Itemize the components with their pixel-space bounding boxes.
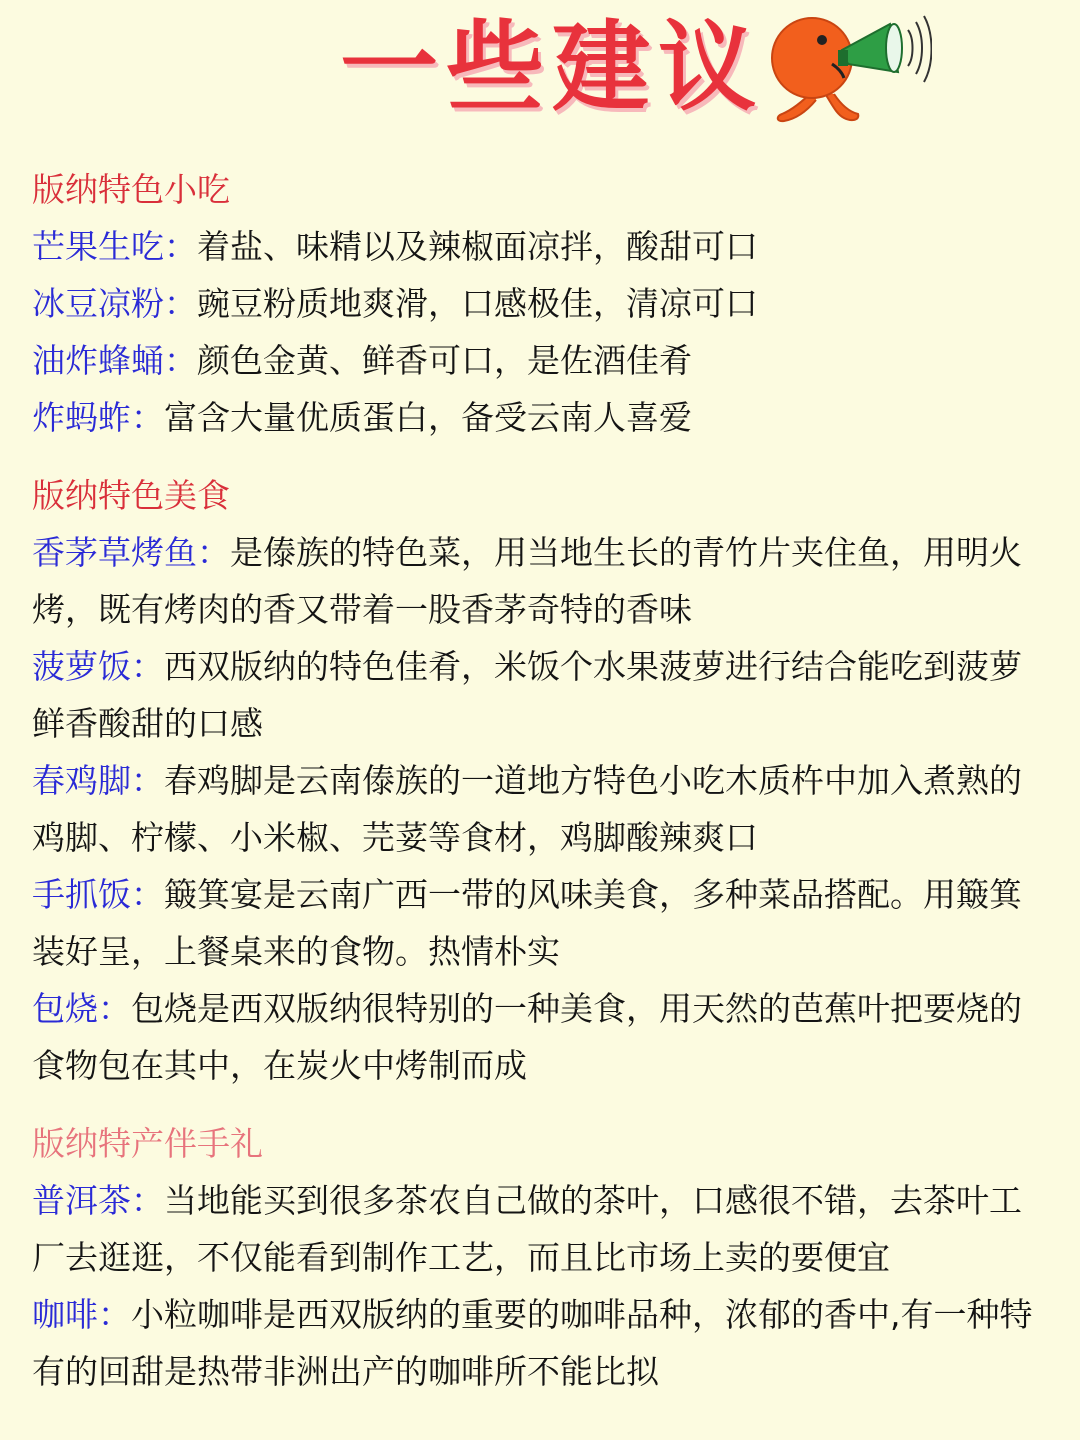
item-description: 富含大量优质蛋白，备受云南人喜爱: [164, 398, 692, 437]
item-description: 簸箕宴是云南广西一带的风味美食，多种菜品搭配。用簸箕装好呈，上餐桌来的食物。热情朴实: [32, 875, 1022, 971]
item-label: 咖啡：: [32, 1295, 131, 1334]
section-title: 版纳特产伴手礼: [32, 1124, 263, 1163]
item-description: 包烧是西双版纳很特别的一种美食，用天然的芭蕉叶把要烧的食物包在其中，在炭火中烤制而成: [32, 989, 1022, 1085]
list-item: [32, 524, 1052, 638]
megaphone-mascot-icon: [762, 2, 932, 130]
item-description: 着盐、味精以及辣椒面凉拌，酸甜可口: [197, 227, 758, 266]
item-label: 炸蚂蚱：: [32, 398, 164, 437]
item-description: 当地能买到很多茶农自己做的茶叶，口感很不错，去茶叶工厂去逛逛，不仅能看到制作工艺，而且比市场上卖的要便宜: [32, 1181, 1022, 1277]
list-item: [32, 218, 1052, 275]
item-label: 手抓饭：: [32, 875, 164, 914]
item-label: 冰豆凉粉：: [32, 284, 197, 323]
section-snacks: [32, 162, 1052, 446]
list-item: [32, 275, 1052, 332]
list-item: [32, 332, 1052, 389]
content: [32, 162, 1052, 1422]
section-souvenirs: [32, 1116, 1052, 1400]
item-description: 颜色金黄、鲜香可口，是佐酒佳肴: [197, 341, 692, 380]
list-item: [32, 1172, 1052, 1286]
item-label: 油炸蜂蛹：: [32, 341, 197, 380]
item-label: 普洱茶：: [32, 1181, 164, 1220]
list-item: [32, 389, 1052, 446]
item-description: 是傣族的特色菜，用当地生长的青竹片夹住鱼，用明火烤，既有烤肉的香又带着一股香茅奇特的香味: [32, 533, 1022, 629]
item-description: 小粒咖啡是西双版纳的重要的咖啡品种，浓郁的香中,有一种特有的回甜是热带非洲出产的咖啡所不能比拟: [32, 1295, 1033, 1391]
item-description: 西双版纳的特色佳肴，米饭个水果菠萝进行结合能吃到菠萝鲜香酸甜的口感: [32, 647, 1022, 743]
header: [0, 0, 1080, 140]
item-label: 香茅草烤鱼：: [32, 533, 230, 572]
list-item: [32, 638, 1052, 752]
section-cuisine: [32, 468, 1052, 1094]
section-title: 版纳特色小吃: [32, 170, 230, 209]
list-item: [32, 866, 1052, 980]
item-label: 包烧：: [32, 989, 131, 1028]
list-item: [32, 1286, 1052, 1400]
item-label: 菠萝饭：: [32, 647, 164, 686]
section-title: 版纳特色美食: [32, 476, 230, 515]
list-item: [32, 980, 1052, 1094]
item-label: 芒果生吃：: [32, 227, 197, 266]
item-label: 春鸡脚：: [32, 761, 164, 800]
item-description: 豌豆粉质地爽滑，口感极佳，清凉可口: [197, 284, 758, 323]
item-description: 春鸡脚是云南傣族的一道地方特色小吃木质杵中加入煮熟的鸡脚、柠檬、小米椒、芫荽等食材，鸡脚酸辣爽口: [32, 761, 1022, 857]
page-title: 一些建议: [340, 11, 765, 125]
list-item: [32, 752, 1052, 866]
